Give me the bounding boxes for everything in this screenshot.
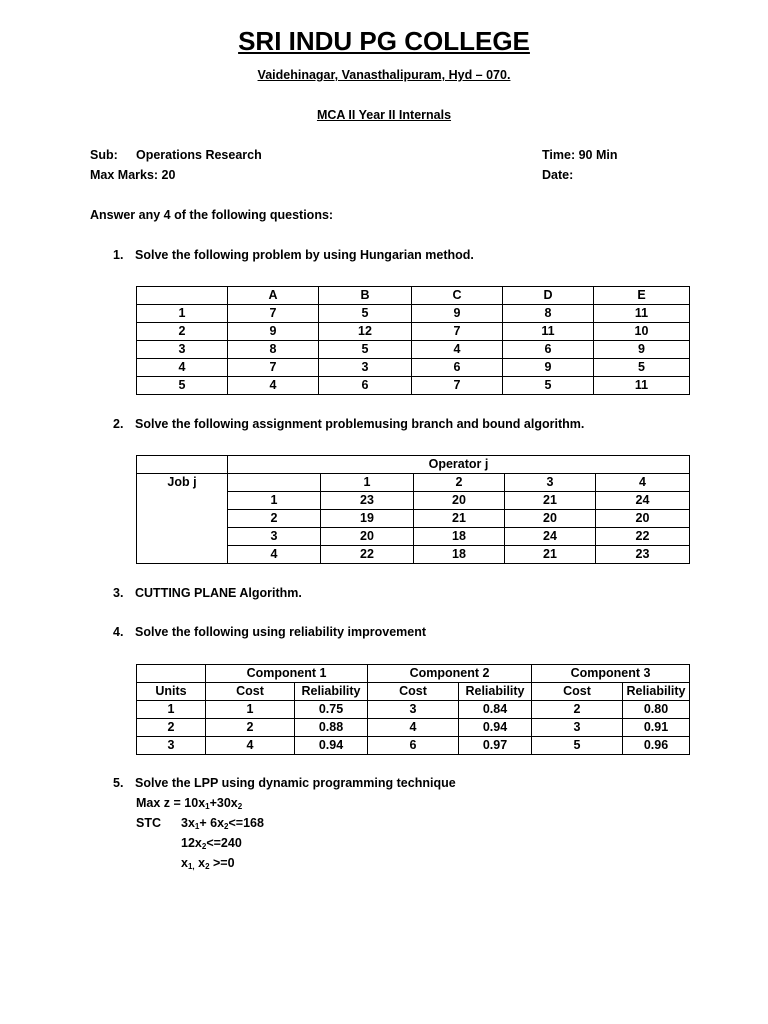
exam-title: MCA II Year II Internals (316, 108, 452, 122)
table-cell: 5 (594, 359, 690, 377)
table-cell: 1 (137, 305, 228, 323)
header-cell: 3 (505, 474, 596, 492)
table-cell: 24 (505, 528, 596, 546)
table-cell: 7 (228, 359, 319, 377)
blank-cell (137, 665, 206, 683)
constraint-text: x (181, 856, 188, 870)
college-title: SRI INDU PG COLLEGE (238, 26, 530, 56)
table-cell: 18 (414, 546, 505, 564)
question-3 (113, 586, 302, 600)
constraint-text: <=168 (228, 816, 264, 830)
table-row (137, 377, 690, 395)
table-cell: 2 (137, 323, 228, 341)
table-cell: 9 (503, 359, 594, 377)
question-number: 3. (113, 586, 124, 600)
cost-header: Cost (206, 683, 295, 701)
table-header-row (137, 665, 690, 683)
constraint-text: 3x (181, 816, 195, 830)
component-header: Component 3 (532, 665, 690, 683)
header-cell: 4 (596, 474, 690, 492)
table-cell: 3 (228, 528, 321, 546)
table-cell: 5 (532, 737, 623, 755)
table-cell: 5 (319, 305, 412, 323)
objective-text: +30x (209, 796, 238, 810)
table-cell: 3 (368, 701, 459, 719)
objective-function (136, 796, 242, 811)
subject-name: Operations Research (136, 148, 262, 162)
table-cell: 21 (414, 510, 505, 528)
table-cell: 11 (594, 377, 690, 395)
subscript: 1 (194, 822, 200, 831)
table-cell: 20 (321, 528, 414, 546)
blank-cell (137, 456, 228, 474)
constraint-text: + 6x (199, 816, 225, 830)
assignment-table (136, 455, 690, 564)
table-cell: 22 (321, 546, 414, 564)
table-row (137, 359, 690, 377)
header-cell (137, 287, 228, 305)
table-cell: 11 (594, 305, 690, 323)
exam-date: Date: (542, 168, 574, 182)
exam-time: Time: 90 Min (542, 148, 618, 162)
table-cell: 18 (414, 528, 505, 546)
table-cell: 5 (319, 341, 412, 359)
subscript: 2 (201, 842, 207, 851)
constraint-text: <=240 (206, 836, 242, 850)
table-cell: 0.80 (623, 701, 690, 719)
table-cell: 0.84 (459, 701, 532, 719)
hungarian-table (136, 286, 690, 395)
objective-text: Max z = 10x (136, 796, 206, 810)
constraint-2 (181, 836, 242, 851)
table-cell: 20 (414, 492, 505, 510)
component-header: Component 1 (206, 665, 368, 683)
table-cell: 9 (228, 323, 319, 341)
table-cell: 6 (319, 377, 412, 395)
table-cell: 4 (228, 546, 321, 564)
header-cell: A (228, 287, 319, 305)
table-cell: 20 (505, 510, 596, 528)
table-cell: 23 (596, 546, 690, 564)
header-cell: D (503, 287, 594, 305)
table-cell: 24 (596, 492, 690, 510)
max-marks: Max Marks: 20 (90, 168, 176, 182)
cost-header: Cost (368, 683, 459, 701)
table-cell: 7 (412, 323, 503, 341)
constraint-text: 12x (181, 836, 202, 850)
reliability-header: Reliability (459, 683, 532, 701)
table-cell: 8 (228, 341, 319, 359)
table-cell: 11 (503, 323, 594, 341)
instruction: Answer any 4 of the following questions: (90, 208, 334, 222)
table-cell: 5 (137, 377, 228, 395)
subscript: 1 (205, 802, 210, 811)
question-text: CUTTING PLANE Algorithm. (135, 586, 302, 600)
constraint-text: >=0 (209, 856, 235, 870)
table-cell: 7 (228, 305, 319, 323)
table-cell: 9 (412, 305, 503, 323)
table-cell: 0.91 (623, 719, 690, 737)
reliability-header: Reliability (623, 683, 690, 701)
reliability-table (136, 664, 690, 755)
constraint-text: x (194, 856, 206, 870)
table-row (137, 323, 690, 341)
table-cell: 7 (412, 377, 503, 395)
question-number: 2. (113, 417, 124, 431)
constraint-1 (181, 816, 264, 831)
table-cell: 3 (532, 719, 623, 737)
table-row (137, 737, 690, 755)
table-cell: 20 (596, 510, 690, 528)
subscript: 2 (224, 822, 229, 831)
table-cell: 4 (412, 341, 503, 359)
subject-label: Sub: (90, 148, 118, 162)
question-text: Solve the following using reliability improvement (135, 625, 427, 639)
table-header-row (137, 456, 690, 474)
operator-header: Operator j (228, 456, 690, 474)
question-number: 4. (113, 625, 124, 639)
question-1 (113, 248, 474, 262)
header-cell: 1 (321, 474, 414, 492)
table-cell: 6 (368, 737, 459, 755)
table-cell: 3 (319, 359, 412, 377)
stc-label: STC (136, 816, 161, 830)
question-text: Solve the LPP using dynamic programming technique (135, 776, 456, 790)
table-cell: 5 (503, 377, 594, 395)
blank-cell (228, 474, 321, 492)
table-cell: 0.88 (295, 719, 368, 737)
table-header-row (137, 683, 690, 701)
question-2 (113, 417, 584, 431)
header-cell: C (412, 287, 503, 305)
table-row (137, 305, 690, 323)
table-cell: 2 (137, 719, 206, 737)
table-cell: 2 (228, 510, 321, 528)
subscript: 2 (237, 802, 243, 811)
header-cell: E (594, 287, 690, 305)
table-cell: 21 (505, 492, 596, 510)
question-text: Solve the following assignment problemusing branch and bound algorithm. (135, 417, 585, 431)
table-cell: 12 (319, 323, 412, 341)
subscript: 2 (205, 862, 210, 871)
table-cell: 0.96 (623, 737, 690, 755)
table-row (137, 719, 690, 737)
table-cell: 1 (206, 701, 295, 719)
header-cell: 2 (414, 474, 505, 492)
table-cell: 9 (594, 341, 690, 359)
table-header-row (137, 287, 690, 305)
table-cell: 4 (206, 737, 295, 755)
table-cell: 3 (137, 341, 228, 359)
table-cell: 4 (368, 719, 459, 737)
header-cell: B (319, 287, 412, 305)
table-cell: 0.75 (295, 701, 368, 719)
job-header: Job j (137, 474, 228, 564)
table-cell: 2 (206, 719, 295, 737)
table-header-row (137, 474, 690, 492)
table-cell: 6 (503, 341, 594, 359)
question-text: Solve the following problem by using Hungarian method. (135, 248, 474, 262)
table-cell: 23 (321, 492, 414, 510)
constraint-3 (181, 856, 235, 871)
table-cell: 0.94 (459, 719, 532, 737)
table-cell: 0.97 (459, 737, 532, 755)
table-row (137, 701, 690, 719)
table-cell: 4 (228, 377, 319, 395)
table-cell: 21 (505, 546, 596, 564)
question-number: 5. (113, 776, 124, 790)
question-5 (113, 776, 456, 790)
table-cell: 19 (321, 510, 414, 528)
component-header: Component 2 (368, 665, 532, 683)
cost-header: Cost (532, 683, 623, 701)
subject-line (90, 148, 262, 162)
question-4 (113, 625, 426, 639)
table-cell: 2 (532, 701, 623, 719)
table-cell: 10 (594, 323, 690, 341)
college-address: Vaidehinagar, Vanasthalipuram, Hyd – 070. (257, 68, 511, 82)
table-cell: 8 (503, 305, 594, 323)
table-cell: 4 (137, 359, 228, 377)
units-header: Units (137, 683, 206, 701)
subscript: 1, (187, 862, 195, 871)
table-cell: 1 (137, 701, 206, 719)
table-row (137, 341, 690, 359)
table-cell: 3 (137, 737, 206, 755)
question-number: 1. (113, 248, 124, 262)
table-cell: 22 (596, 528, 690, 546)
reliability-header: Reliability (295, 683, 368, 701)
table-cell: 0.94 (295, 737, 368, 755)
table-cell: 1 (228, 492, 321, 510)
table-cell: 6 (412, 359, 503, 377)
